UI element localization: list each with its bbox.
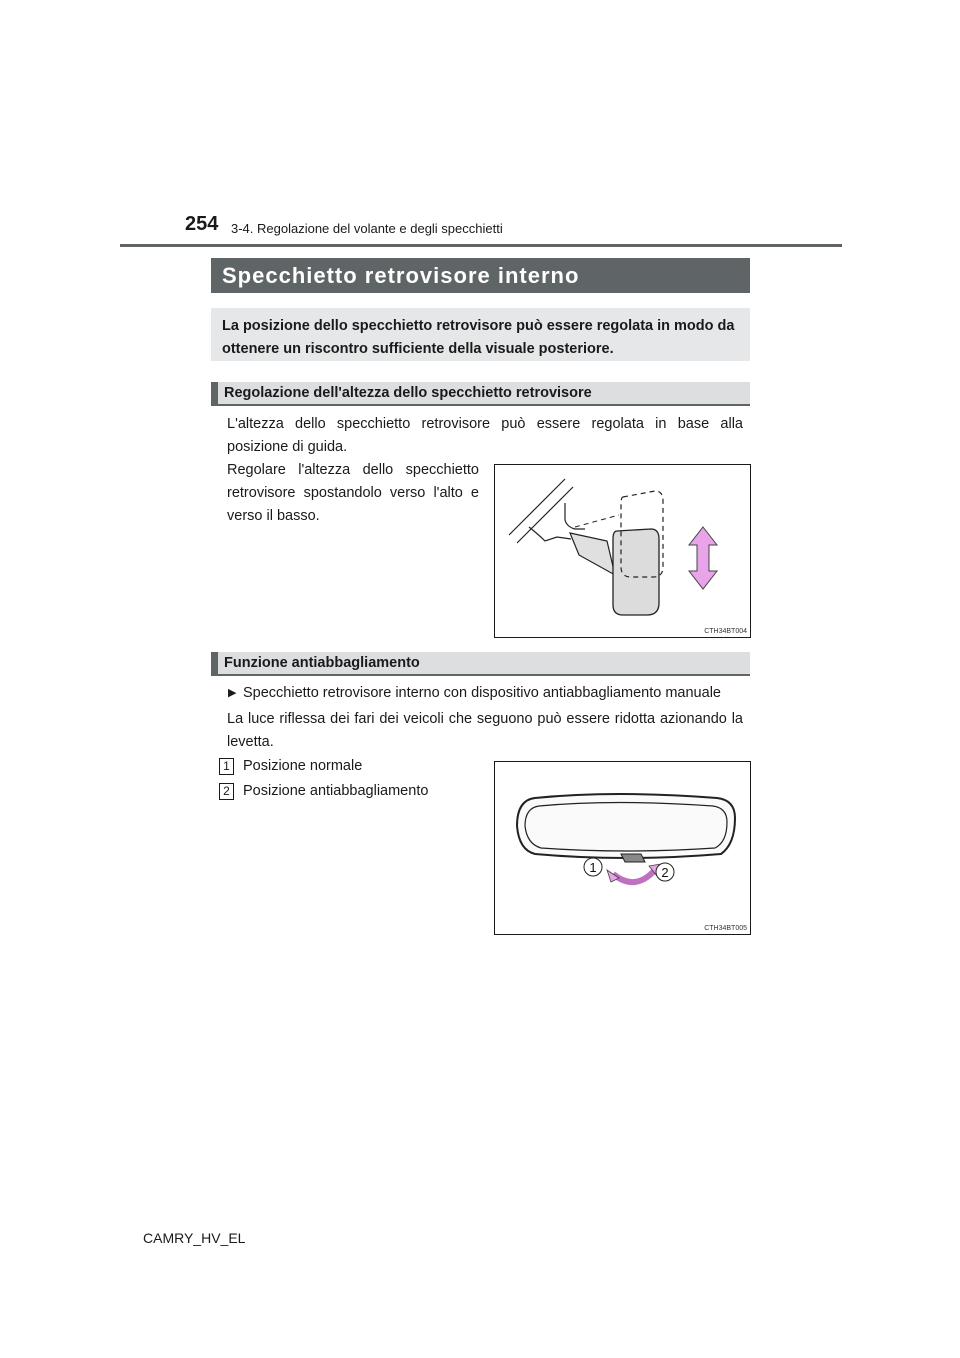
section2-bullet: Specchietto retrovisore interno con dispositivo antiabbagliamento manuale <box>243 685 721 701</box>
header-rule <box>120 244 842 247</box>
section1-heading-mark <box>211 382 218 406</box>
antiglare-figure <box>494 761 751 935</box>
figure2-code: CTH34BT005 <box>704 925 747 932</box>
section-label: 3-4. Regolazione del volante e degli specchietti <box>231 221 503 236</box>
mirror-height-illustration <box>495 465 750 637</box>
callout-1: 1 <box>589 860 597 875</box>
page-number: 254 <box>185 213 219 235</box>
section1-para2: Regolare l'altezza dello specchietto retrovisore spostandolo verso l'alto e verso il basso. <box>227 462 479 524</box>
section1-para1: L'altezza dello specchietto retrovisore può essere regolata in base alla posizione di guida. <box>227 416 743 455</box>
section2-para: La luce riflessa dei fari dei veicoli che seguono può essere ridotta azionando la levetta. <box>227 711 743 750</box>
section2-heading: Funzione antiabbagliamento <box>224 655 420 671</box>
intro-text: La posizione dello specchietto retrovisore può essere regolata in modo da ottenere un riscontro sufficiente della visuale posteriore. <box>222 318 735 357</box>
figure1-code: CTH34BT004 <box>704 628 747 635</box>
footer-code: CAMRY_HV_EL <box>143 1230 246 1246</box>
section2-heading-mark <box>211 652 218 676</box>
callout-2: 2 <box>661 865 669 880</box>
item-label-2: Posizione antiabbagliamento <box>243 783 429 799</box>
item-label-1: Posizione normale <box>243 758 363 774</box>
item-number-2: 2 <box>219 783 234 800</box>
bullet-triangle-icon: ▶ <box>228 687 237 699</box>
section1-heading: Regolazione dell'altezza dello specchietto retrovisore <box>224 385 592 401</box>
item-number-1: 1 <box>219 758 234 775</box>
mirror-height-figure <box>494 464 751 638</box>
antiglare-illustration <box>495 762 750 934</box>
page-title: Specchietto retrovisore interno <box>222 263 580 288</box>
